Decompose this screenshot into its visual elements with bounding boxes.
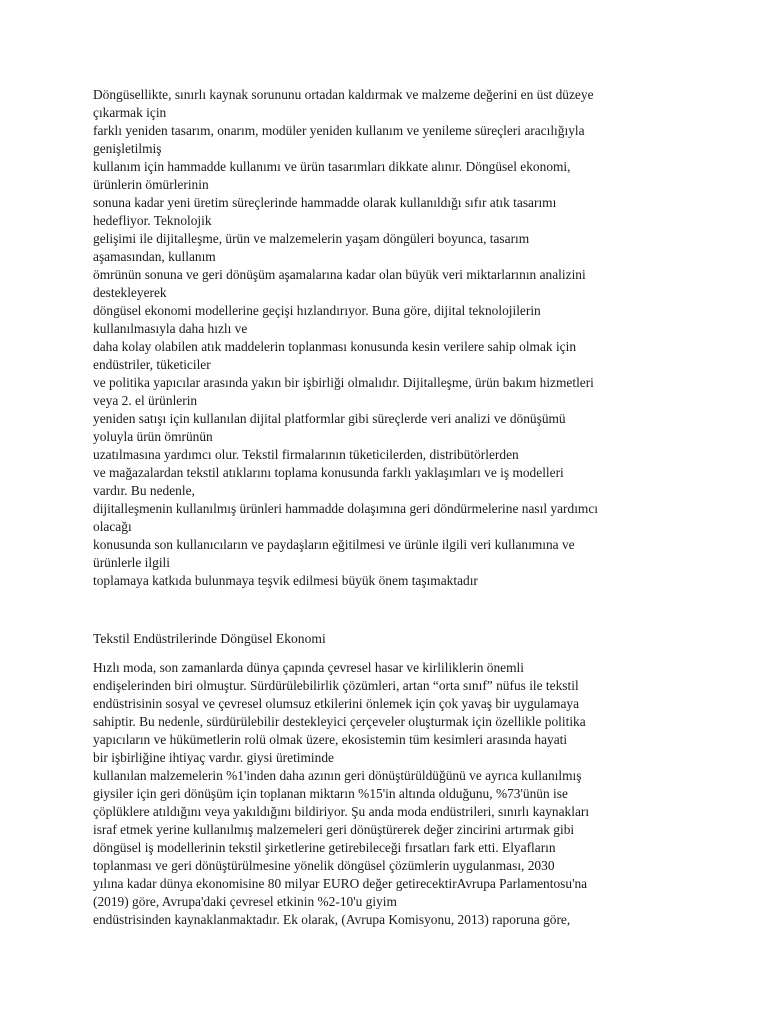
text-line: Hızlı moda, son zamanlarda dünya çapında çevresel hasar ve kirliliklerin önemli — [93, 660, 524, 675]
text-line: Döngüsellikte, sınırlı kaynak sorununu ortadan kaldırmak ve malzeme değerini en üst düzeye — [93, 87, 594, 102]
text-line: sahiptir. Bu nedenle, sürdürülebilir destekleyici çerçeveler oluşturmak için özellikle politika — [93, 714, 586, 729]
text-line: ürünlerle ilgili — [93, 555, 170, 570]
text-line: ömrünün sonuna ve geri dönüşüm aşamalarına kadar olan büyük veri miktarlarının analizini — [93, 267, 586, 282]
text-line: döngüsel iş modellerinin tekstil şirketlerine getirebileceği fırsatları fark etti. Elyafların — [93, 840, 556, 855]
text-line: ve politika yapıcılar arasında yakın bir işbirliği olmalıdır. Dijitalleşme, ürün bakım hizmetleri — [93, 375, 594, 390]
text-line: olacağı — [93, 519, 132, 534]
text-line: kullanım için hammadde kullanımı ve ürün tasarımları dikkate alınır. Döngüsel ekonomi, — [93, 159, 571, 174]
text-line: yoluyla ürün ömrünün — [93, 429, 213, 444]
text-line: yapıcıların ve hükümetlerin rolü olmak üzere, ekosistemin tüm kesimleri arasında hayati — [93, 732, 568, 747]
text-line: kullanılmasıyla daha hızlı ve — [93, 321, 248, 336]
text-line: aşamasından, kullanım — [93, 249, 216, 264]
text-line: daha kolay olabilen atık maddelerin toplanması konusunda kesin verilere sahip olmak için — [93, 339, 577, 354]
text-line: israf etmek yerine kullanılmış malzemeleri geri dönüştürerek değer zincirini artırmak gibi — [93, 822, 575, 837]
text-line: uzatılmasına yardımcı olur. Tekstil firmalarının tüketicilerden, distribütörlerden — [93, 447, 519, 462]
text-line: bir işbirliğine ihtiyaç vardır. giysi üretiminde — [93, 750, 334, 765]
text-line: çöplüklere atıldığını veya yakıldığını bildiriyor. Şu anda moda endüstrileri, sınırlı kaynakları — [93, 804, 590, 819]
text-line: kullanılan malzemelerin %1'inden daha azının geri dönüştürüldüğünü ve ayrıca kullanılmış — [93, 768, 582, 783]
text-line: döngüsel ekonomi modellerine geçişi hızlandırıyor. Buna göre, dijital teknolojilerin — [93, 303, 541, 318]
text-line: dijitalleşmenin kullanılmış ürünleri hammadde dolaşımına geri döndürmelerine nasıl yardımcı — [93, 501, 598, 516]
text-line: veya 2. el ürünlerin — [93, 393, 198, 408]
text-line: genişletilmiş — [93, 141, 162, 156]
section-paragraph — [93, 659, 693, 929]
text-line: toplanması ve geri dönüştürülmesine yönelik döngüsel çözümlerin uygulanması, 2030 — [93, 858, 555, 873]
text-line: vardır. Bu nedenle, — [93, 483, 195, 498]
text-line: giysiler için geri dönüşüm için toplanan miktarın %15'in altında olduğunu, %73'ünün ise — [93, 786, 568, 801]
section-heading: Tekstil Endüstrilerinde Döngüsel Ekonomi — [93, 631, 326, 646]
text-line: ve mağazalardan tekstil atıklarını toplama konusunda farklı yaklaşımları ve iş modelleri — [93, 465, 564, 480]
intro-paragraph — [93, 86, 693, 590]
text-line: yılına kadar dünya ekonomisine 80 milyar EURO değer getirecektirAvrupa Parlamentosu'na — [93, 876, 588, 891]
text-line: hedefliyor. Teknolojik — [93, 213, 212, 228]
text-line: çıkarmak için — [93, 105, 167, 120]
text-line: sonuna kadar yeni üretim süreçlerinde hammadde olarak kullanıldığı sıfır atık tasarımı — [93, 195, 557, 210]
text-line: endişelerinden biri olmuştur. Sürdürülebilirlik çözümleri, artan “orta sınıf” nüfus ile tekstil — [93, 678, 579, 693]
text-line: farklı yeniden tasarım, onarım, modüler yeniden kullanım ve yenileme süreçleri aracılığıyla — [93, 123, 585, 138]
text-line: ürünlerin ömürlerinin — [93, 177, 209, 192]
text-line: yeniden satışı için kullanılan dijital platformlar gibi süreçlerde veri analizi ve dönüşümü — [93, 411, 566, 426]
text-line: endüstrisinin sosyal ve çevresel olumsuz etkilerini önlemek için çok yavaş bir uygulamaya — [93, 696, 580, 711]
text-line: (2019) göre, Avrupa'daki çevresel etkinin %2-10'u giyim — [93, 894, 397, 909]
text-line: toplamaya katkıda bulunmaya teşvik edilmesi büyük önem taşımaktadır — [93, 573, 478, 588]
text-line: konusunda son kullanıcıların ve paydaşların eğitilmesi ve ürünle ilgili veri kullanımına ve — [93, 537, 575, 552]
text-line: gelişimi ile dijitalleşme, ürün ve malzemelerin yaşam döngüleri boyunca, tasarım — [93, 231, 530, 246]
text-line: destekleyerek — [93, 285, 167, 300]
text-line: endüstrisinden kaynaklanmaktadır. Ek olarak, (Avrupa Komisyonu, 2013) raporuna göre, — [93, 912, 571, 927]
text-line: endüstriler, tüketiciler — [93, 357, 211, 372]
